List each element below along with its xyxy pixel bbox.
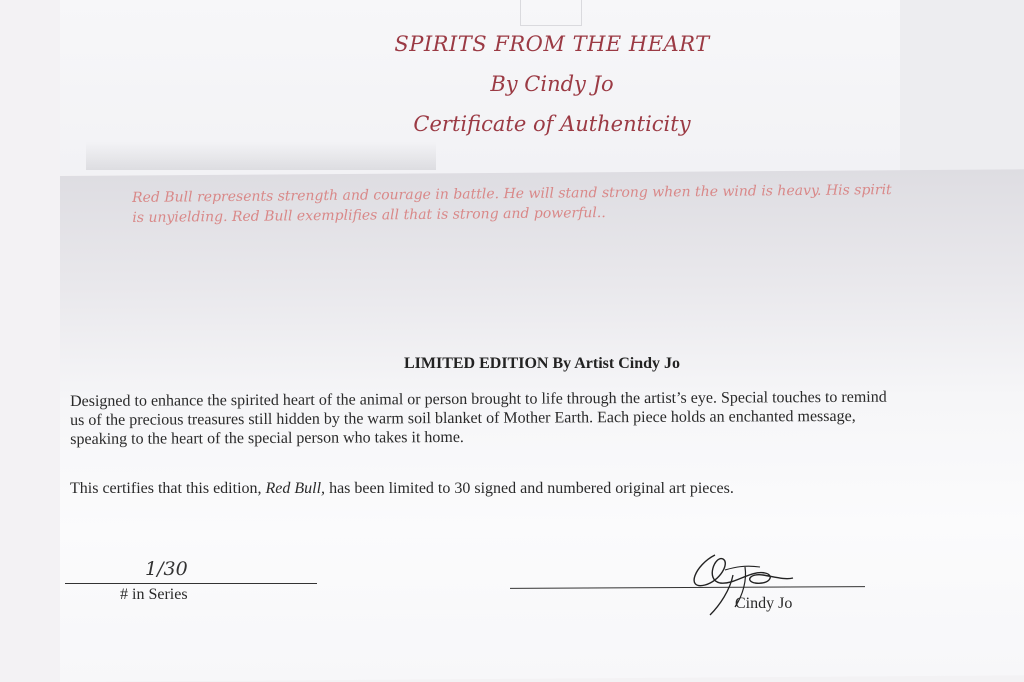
series-signature-line xyxy=(65,583,317,584)
description-line-1: Designed to enhance the spirited heart of the animal or person brought to life through the artist’s eye. Special touches to remind xyxy=(70,388,887,410)
paper-fold xyxy=(86,142,436,170)
series-number: 1/30 xyxy=(145,558,188,580)
description-paragraph xyxy=(70,387,1024,449)
poem-line-1: Red Bull represents strength and courage in battle. He will stand strong when the wind is heavy. His spirit xyxy=(132,182,892,206)
certification-statement xyxy=(70,480,970,498)
series-label: # in Series xyxy=(120,586,188,603)
header-certificate: Certificate of Authenticity xyxy=(413,112,691,136)
poem-line-2: is unyielding. Red Bull exemplifies all that is strong and powerful.. xyxy=(132,205,606,226)
header-byline: By Cindy Jo xyxy=(490,72,614,96)
description-line-2: us of the precious treasures still hidden by the warm soil blanket of Mother Earth. Each piece holds an enchanted message, xyxy=(70,407,856,429)
description-line-3: speaking to the heart of the special person who takes it home. xyxy=(70,428,464,448)
header-title: SPIRITS FROM THE HEART xyxy=(394,32,710,56)
cert-suffix: has been limited to 30 signed and numbered original art pieces. xyxy=(325,480,734,497)
limited-edition-title: LIMITED EDITION By Artist Cindy Jo xyxy=(403,355,681,372)
edition-name: Red Bull, xyxy=(265,480,326,497)
decorative-diamond xyxy=(520,0,582,26)
artist-label: Cindy Jo xyxy=(735,595,793,612)
cert-prefix: This certifies that this edition, xyxy=(70,480,266,497)
